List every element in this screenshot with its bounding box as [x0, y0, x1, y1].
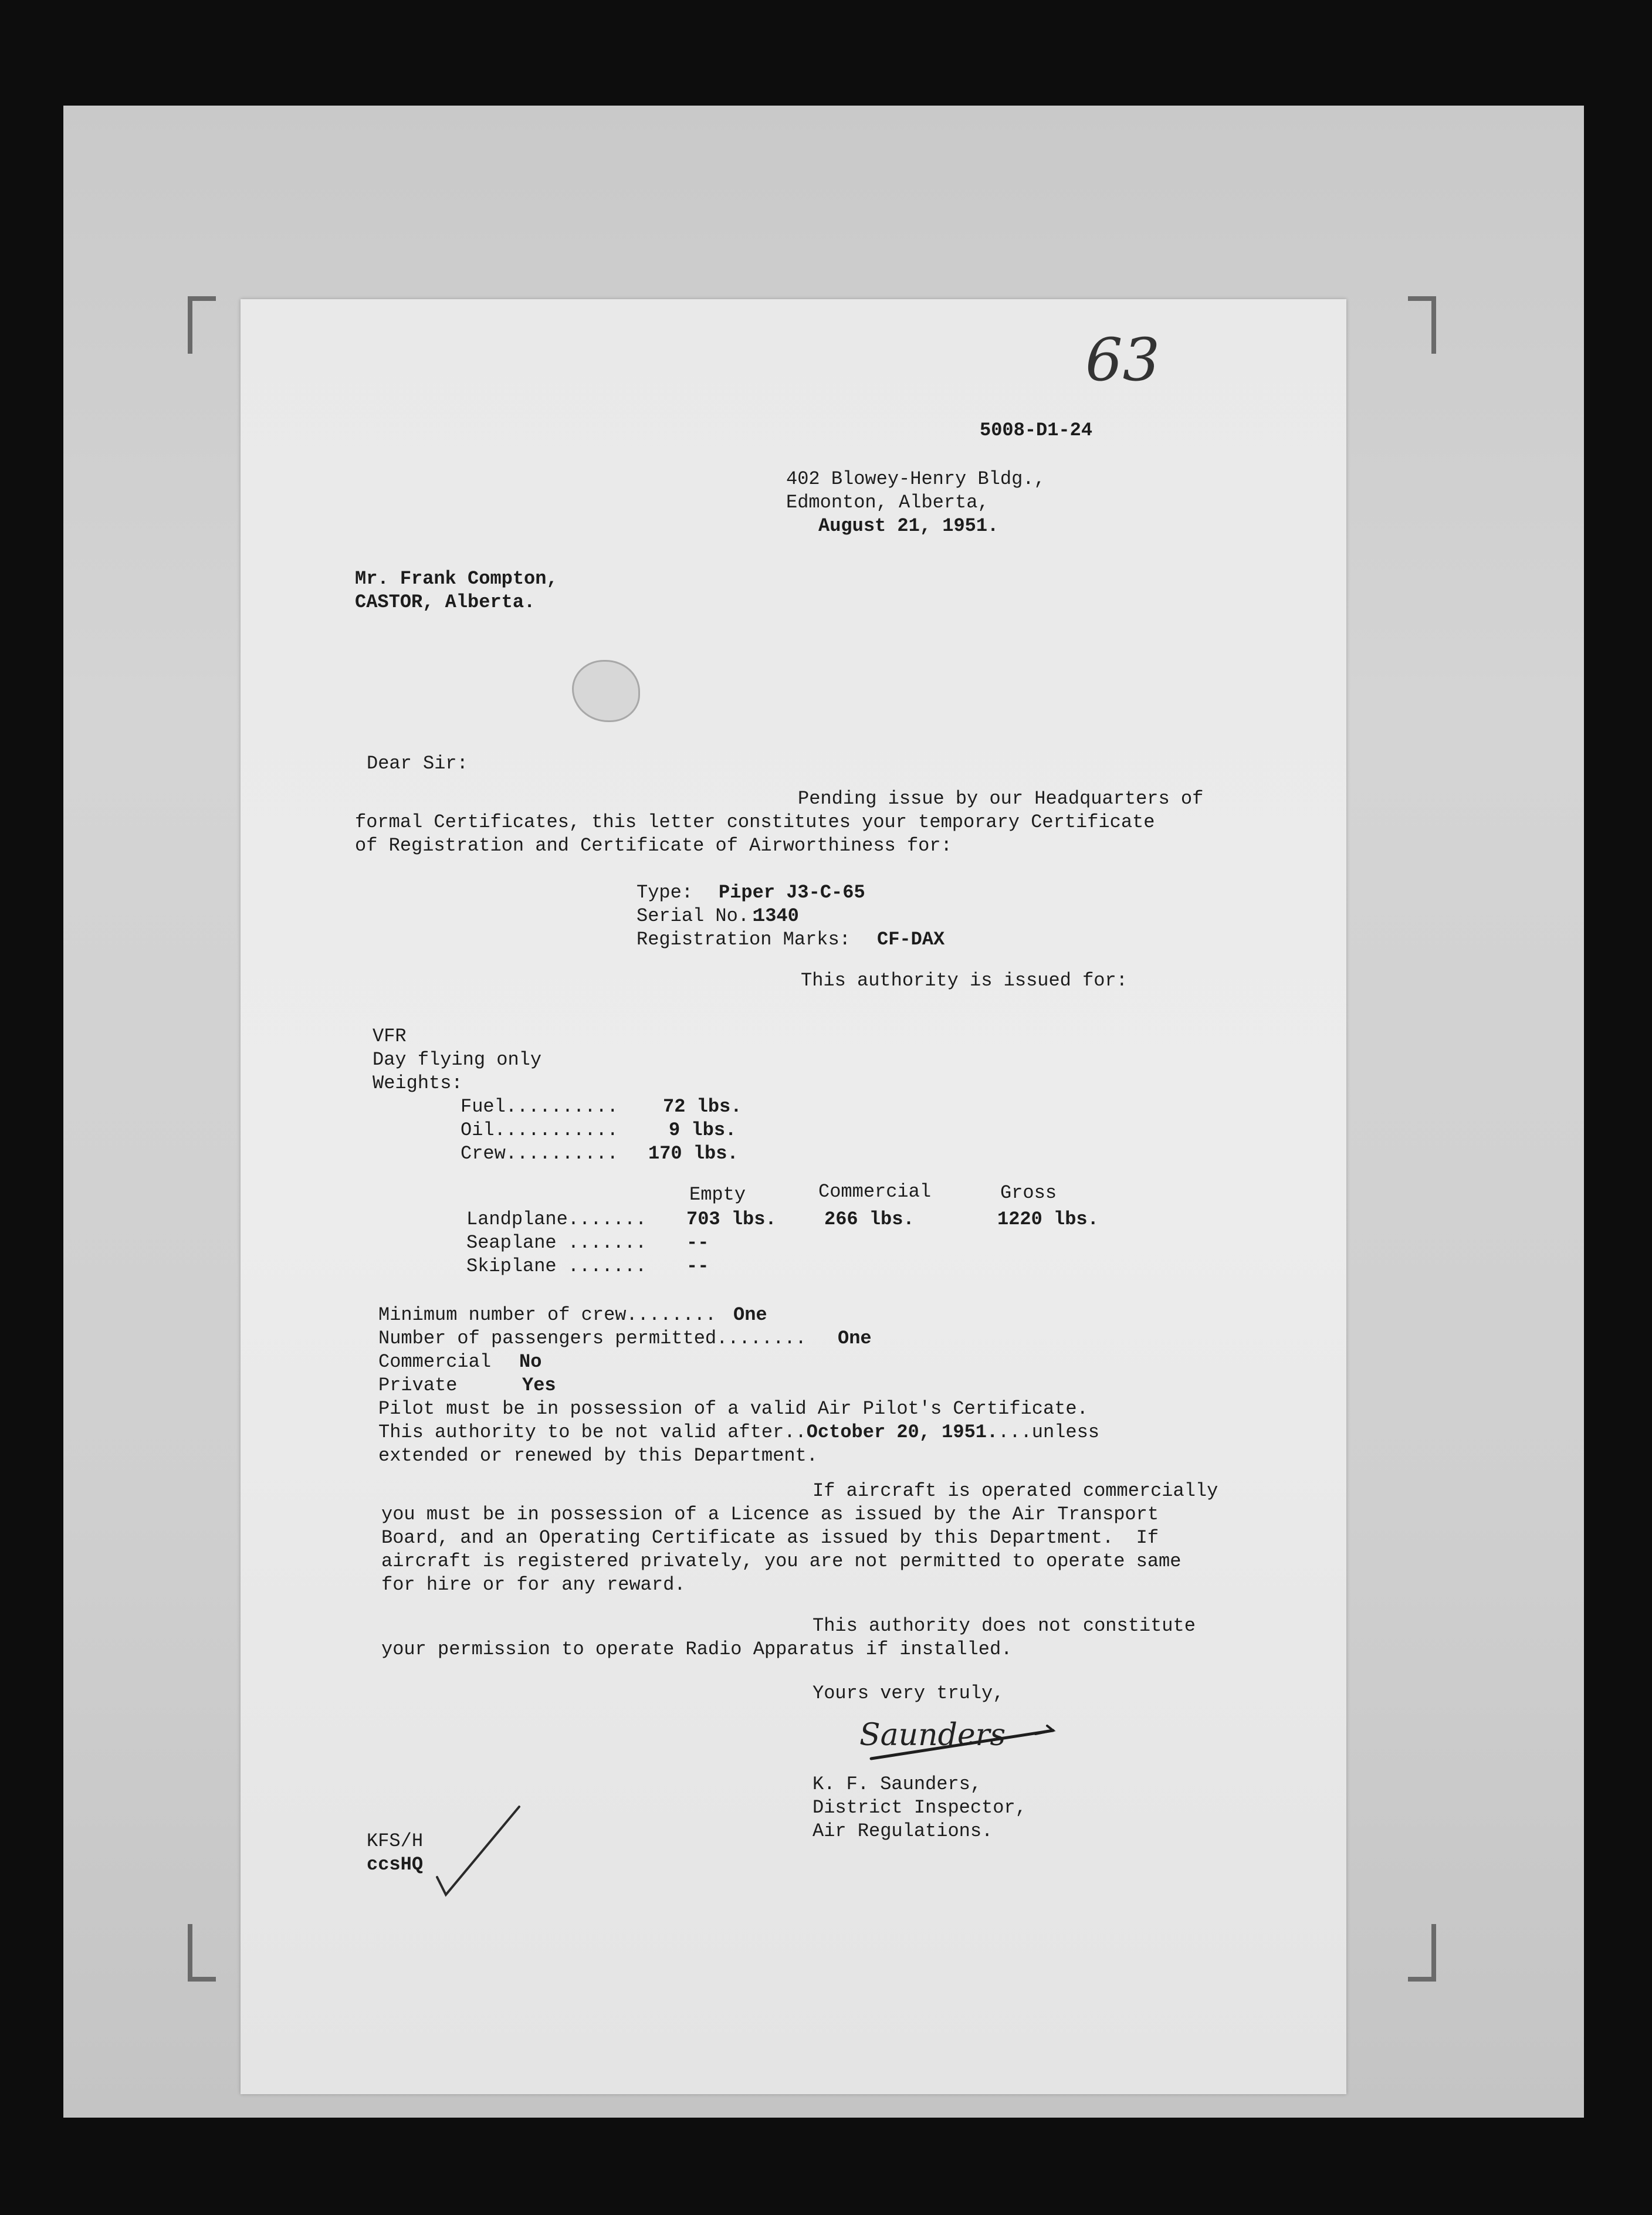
commercial-para-line: Board, and an Operating Certificate as issued by this Department. If — [381, 1527, 1159, 1549]
private-value: Yes — [522, 1374, 556, 1396]
weight-value: 170 lbs. — [648, 1143, 739, 1164]
cell-gross: 1220 lbs. — [997, 1208, 1099, 1230]
typist-initials: KFS/H — [367, 1830, 424, 1852]
radio-para-line: This authority does not constitute — [813, 1615, 1196, 1637]
validity-prefix: This authority to be not valid after.. — [378, 1421, 807, 1443]
validity-line — [378, 1421, 1099, 1444]
signatory-name: K. F. Saunders, — [813, 1773, 982, 1795]
column-header-empty: Empty — [689, 1184, 746, 1205]
renewal-line: extended or renewed by this Department. — [378, 1445, 818, 1466]
commercial-para-line: you must be in possession of a Licence as issued by the Air Transport — [381, 1503, 1159, 1525]
weight-value: 72 lbs. — [663, 1096, 742, 1117]
cell-empty: -- — [686, 1232, 709, 1254]
registration-value: CF-DAX — [877, 929, 945, 950]
cell-empty: 703 lbs. — [686, 1208, 777, 1230]
signatory-dept: Air Regulations. — [813, 1820, 993, 1842]
column-header-commercial: Commercial — [818, 1181, 932, 1203]
private-label: Private — [378, 1374, 458, 1396]
letter-page — [241, 299, 1346, 2094]
check-mark — [431, 1801, 525, 1901]
radio-para-line: your permission to operate Radio Apparatus if installed. — [381, 1638, 1013, 1660]
recipient-name: Mr. Frank Compton, — [355, 568, 558, 590]
type-label: Type: — [637, 882, 693, 903]
registration-label: Registration Marks: — [637, 929, 851, 950]
crop-mark — [188, 296, 216, 354]
salutation: Dear Sir: — [367, 753, 468, 774]
signature-mark: Saunders — [859, 1718, 1006, 1753]
weight-label: Crew.......... — [461, 1143, 618, 1164]
closing: Yours very truly, — [813, 1682, 1004, 1704]
weight-value: 9 lbs. — [669, 1119, 737, 1141]
commercial-value: No — [519, 1351, 542, 1373]
recipient-location: CASTOR, Alberta. — [355, 591, 536, 613]
min-crew-value: One — [733, 1304, 767, 1326]
pilot-requirement: Pilot must be in possession of a valid Air Pilot's Certificate. — [378, 1398, 1088, 1420]
min-crew-label: Minimum number of crew........ — [378, 1304, 717, 1326]
commercial-para-line: aircraft is registered privately, you are not permitted to operate same — [381, 1550, 1182, 1572]
commercial-para-line: If aircraft is operated commercially — [813, 1480, 1218, 1502]
validity-suffix: ...unless — [998, 1421, 1099, 1443]
crop-mark — [1408, 1924, 1436, 1982]
file-reference: 5008-D1-24 — [980, 419, 1093, 441]
passengers-label: Number of passengers permitted........ — [378, 1327, 807, 1349]
row-label: Landplane....... — [466, 1208, 647, 1230]
weights-label: Weights: — [373, 1072, 463, 1094]
row-label: Seaplane ....... — [466, 1232, 647, 1254]
letter-date: August 21, 1951. — [818, 515, 999, 537]
carbon-copy: ccsHQ — [367, 1854, 424, 1875]
signature-flourish — [848, 1713, 1059, 1766]
signature — [848, 1713, 1059, 1766]
vfr: VFR — [373, 1025, 407, 1047]
validity-date: October 20, 1951. — [806, 1421, 998, 1443]
row-label: Skiplane ....... — [466, 1255, 647, 1277]
cell-empty: -- — [686, 1255, 709, 1277]
weight-label: Oil........... — [461, 1119, 618, 1141]
commercial-para-line: for hire or for any reward. — [381, 1574, 686, 1596]
column-header-gross: Gross — [1000, 1182, 1057, 1204]
serial-label: Serial No.: — [637, 905, 761, 927]
day-flying: Day flying only — [373, 1049, 542, 1071]
staple-hole — [572, 660, 640, 722]
page-number: 63 — [1085, 326, 1160, 394]
intro-line: of Registration and Certificate of Airworthiness for: — [355, 835, 952, 856]
issued-for: This authority is issued for: — [801, 970, 1128, 991]
type-value: Piper J3-C-65 — [719, 882, 865, 903]
intro-line: Pending issue by our Headquarters of — [798, 788, 1204, 810]
sender-address-line2: Edmonton, Alberta, — [786, 492, 989, 513]
cell-commercial: 266 lbs. — [824, 1208, 915, 1230]
crop-mark — [1408, 296, 1436, 354]
intro-line: formal Certificates, this letter constitutes your temporary Certificate — [355, 811, 1155, 833]
signatory-title: District Inspector, — [813, 1797, 1027, 1818]
crop-mark — [188, 1924, 216, 1982]
weight-label: Fuel.......... — [461, 1096, 618, 1117]
passengers-value: One — [838, 1327, 872, 1349]
sender-address-line1: 402 Blowey-Henry Bldg., — [786, 468, 1045, 490]
commercial-label: Commercial — [378, 1351, 492, 1373]
serial-value: 1340 — [754, 905, 799, 927]
